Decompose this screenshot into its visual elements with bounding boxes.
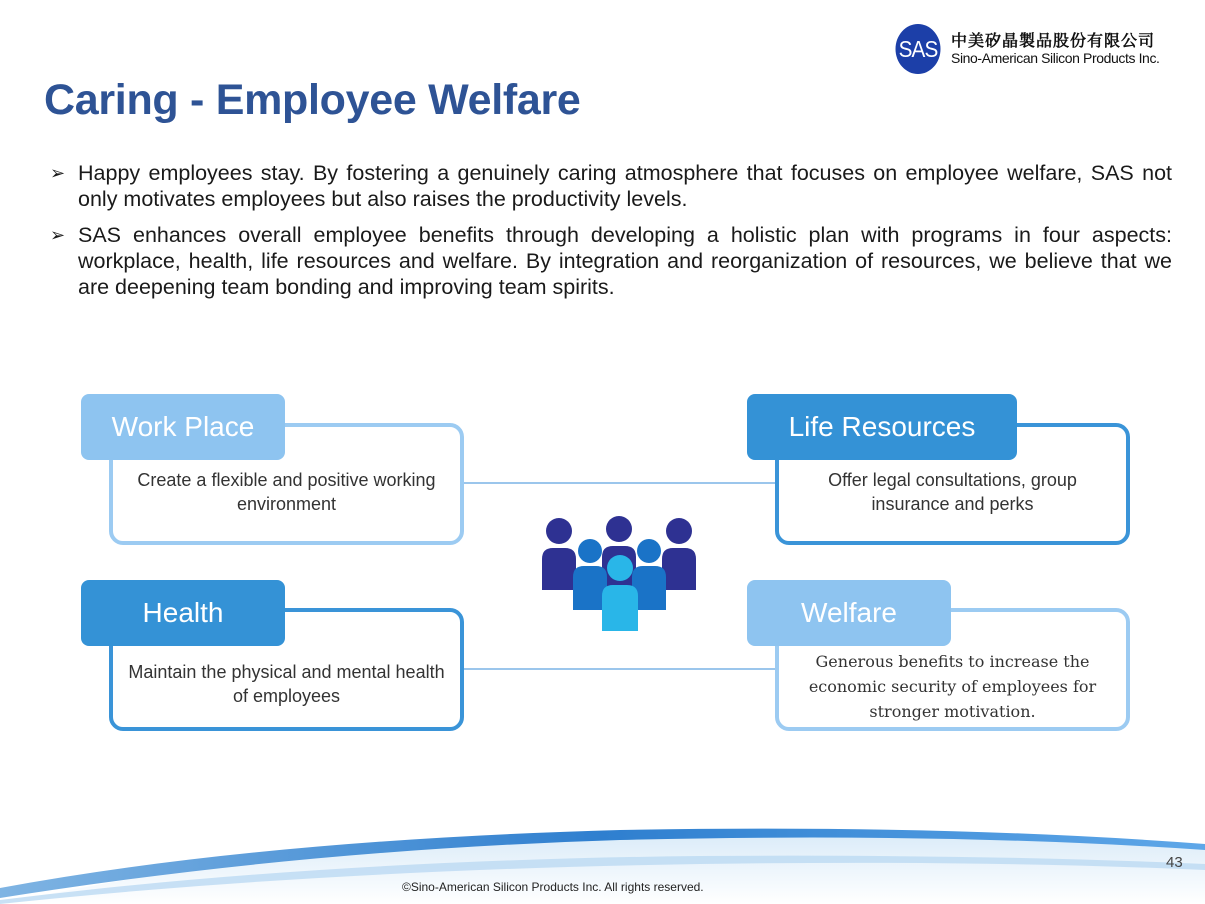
sas-logo-mark: SAS (896, 24, 941, 74)
connector-line-top (462, 482, 778, 484)
company-name (951, 32, 1160, 66)
welfare-description: Generous benefits to increase the economic security of employees for stronger motivation. (808, 652, 1097, 721)
arrow-bullet-icon: ➢ (50, 163, 66, 183)
life-resources-tab: Life Resources (747, 394, 1017, 460)
connector-line-bottom (462, 668, 778, 670)
company-name-english: Sino-American Silicon Products Inc. (951, 50, 1160, 67)
copyright-notice: ©Sino-American Silicon Products Inc. All rights reserved. (402, 880, 704, 894)
people-group-icon (540, 516, 700, 634)
health-tab: Health (81, 580, 285, 646)
bullet-item (50, 160, 1172, 212)
work-place-tab: Work Place (81, 394, 285, 460)
company-name-chinese: 中美矽晶製品股份有限公司 (951, 30, 1156, 50)
life-resources-description: Offer legal consultations, group insurance and perks (828, 470, 1077, 514)
bullet-item (50, 222, 1172, 300)
arrow-bullet-icon: ➢ (50, 225, 66, 245)
health-description: Maintain the physical and mental health of employees (128, 661, 445, 706)
bullet-text: SAS enhances overall employee benefits through developing a holistic plan with programs in four aspects: workplace, health, life resources and welfare. By integration and reorganization of resources, we believe that we are deepening team bonding and improving team spirits. (78, 223, 1172, 299)
work-place-description: Create a flexible and positive working environment (137, 470, 436, 514)
welfare-tab: Welfare (747, 580, 951, 646)
bullet-text: Happy employees stay. By fostering a genuinely caring atmosphere that focuses on employee welfare, SAS not only motivates employees but also raises the productivity levels. (78, 161, 1172, 211)
slide-title: Caring - Employee Welfare (44, 76, 581, 124)
page-number: 43 (1166, 854, 1183, 871)
bullet-list (50, 160, 1172, 310)
company-logo (893, 24, 1160, 74)
